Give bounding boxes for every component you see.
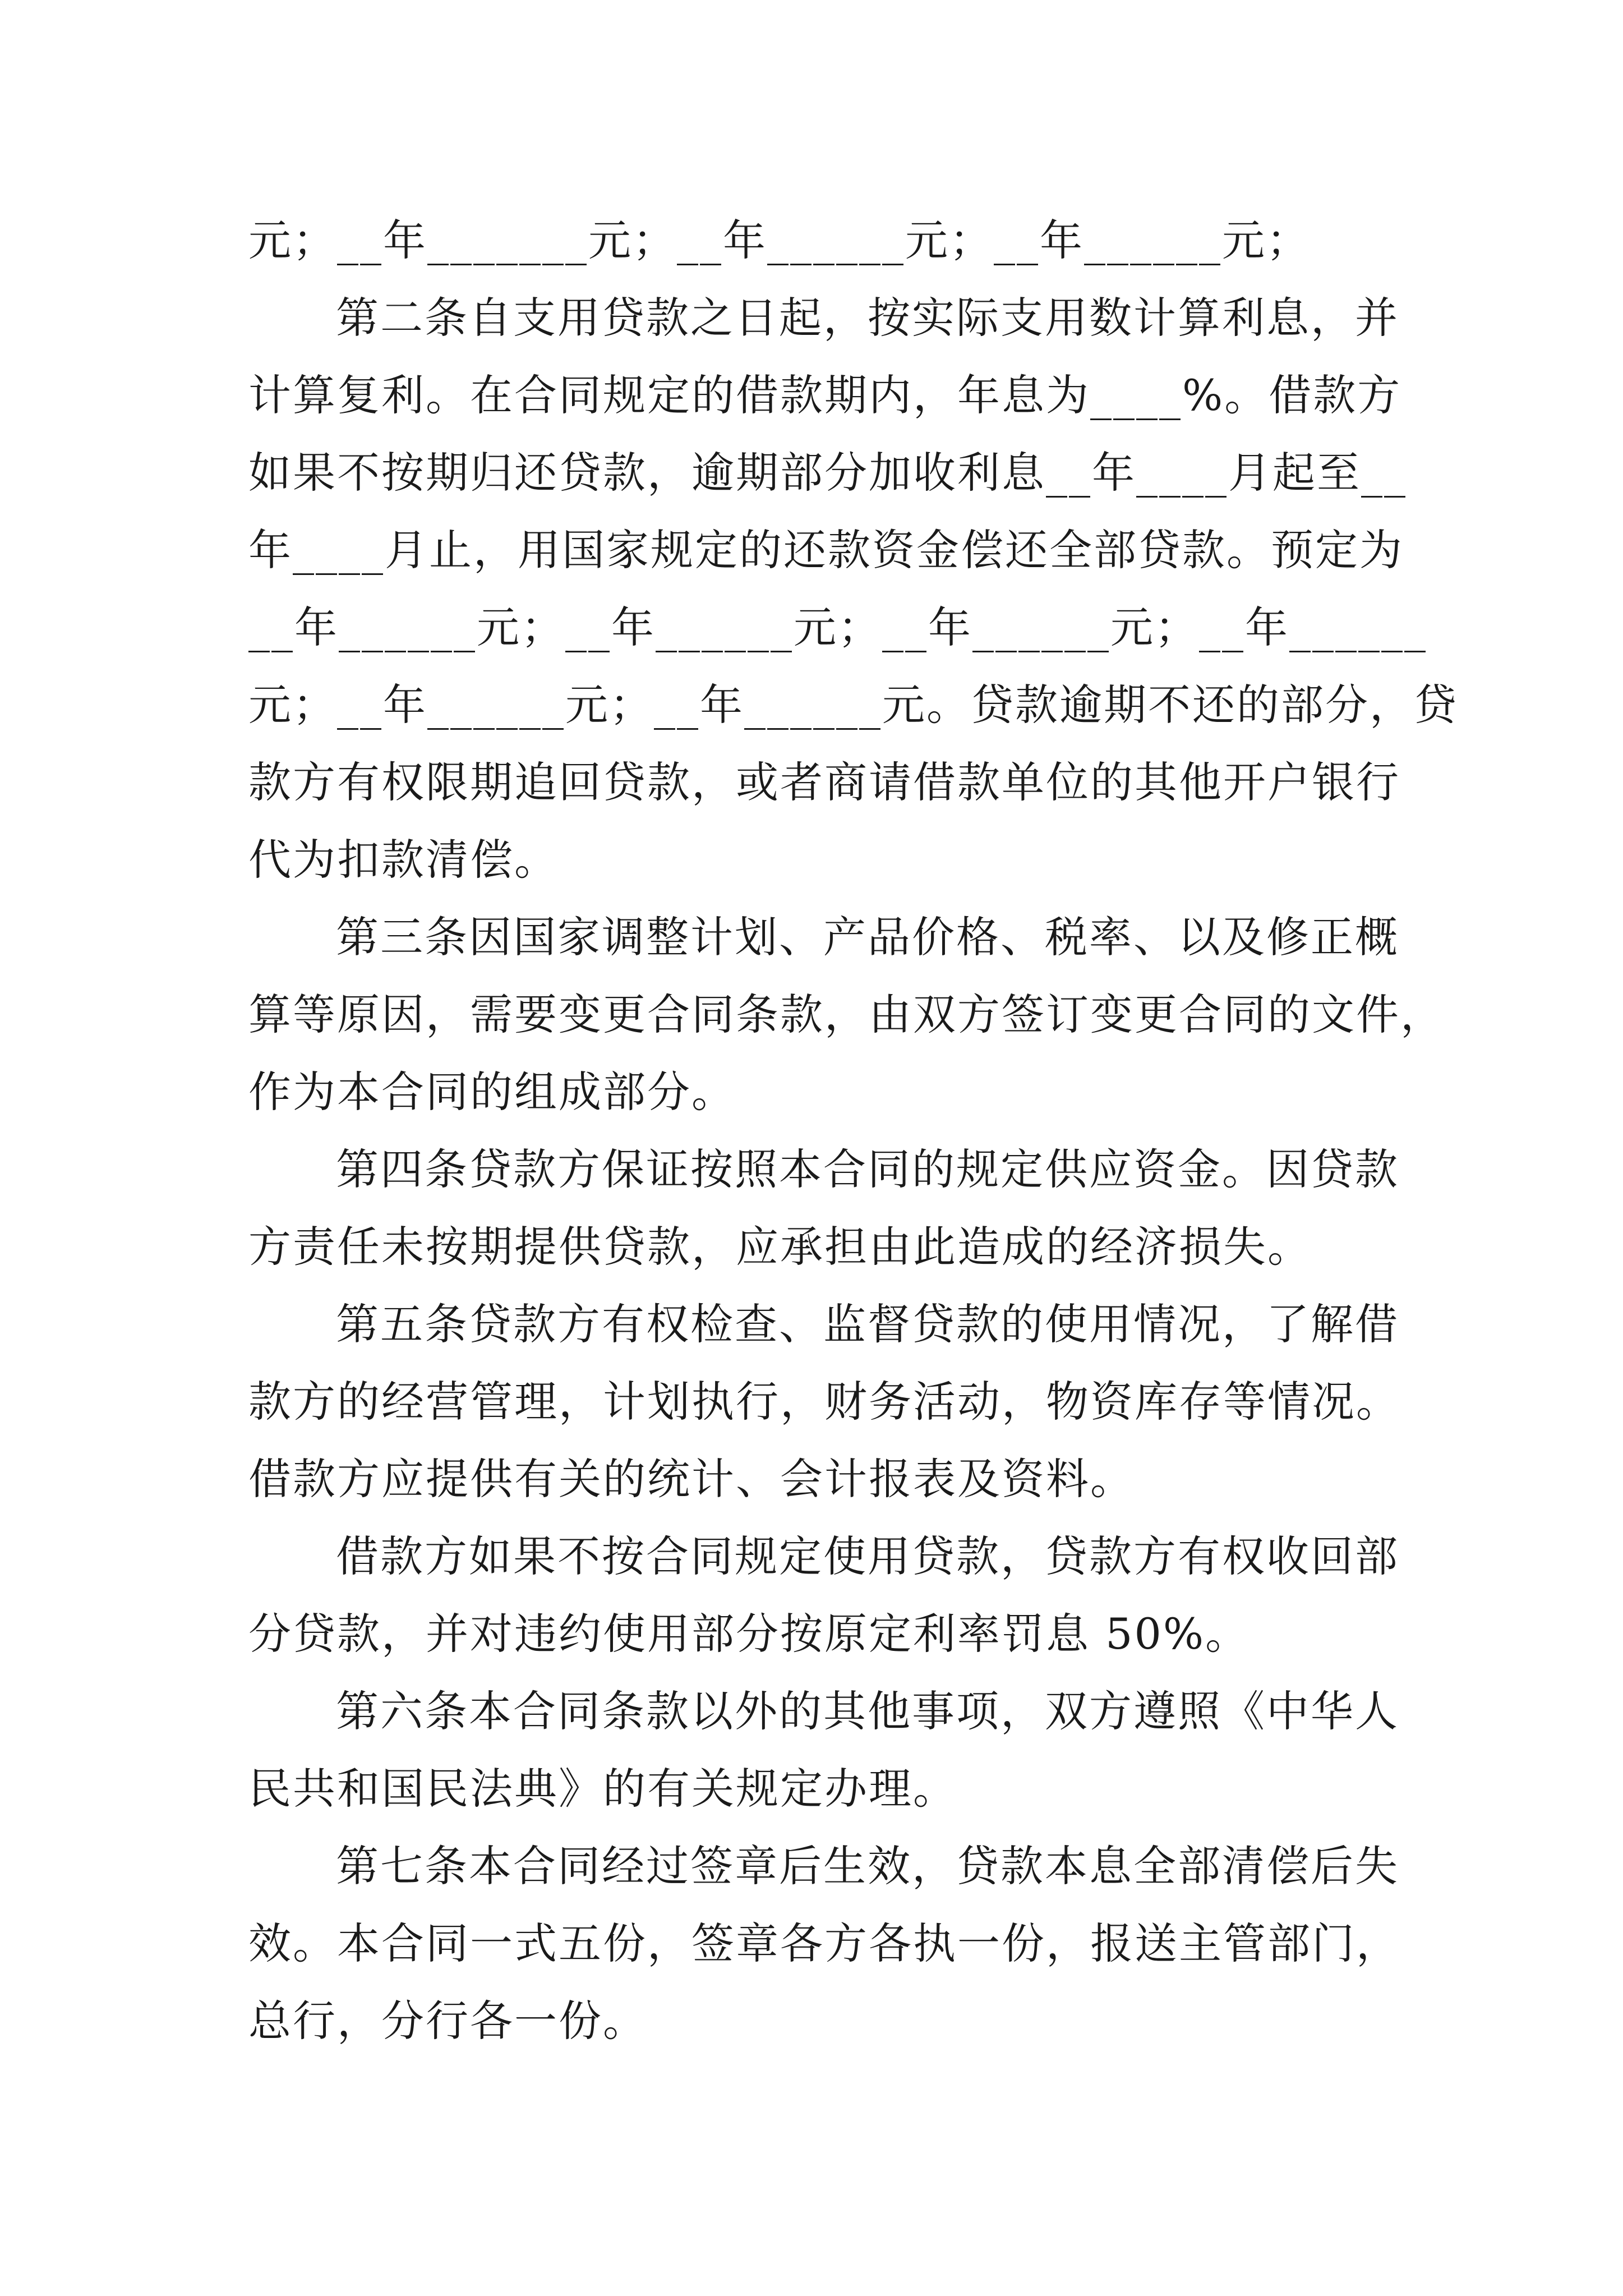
text-line: 第四条贷款方保证按照本合同的规定供应资金。因贷款 [336,1144,1399,1194]
contract-body-text [248,202,1458,2060]
text-line: 借款方应提供有关的统计、会计报表及资料。 [248,1454,1135,1504]
text-line: 总行，分行各一份。 [248,1996,647,2046]
text-line: 第三条因国家调整计划、产品价格、税率、以及修正概 [336,912,1399,962]
text-line: 元；__年_______元；__年______元；__年______元； [248,215,1311,265]
text-line: 款方有权限期追回贷款，或者商请借款单位的其他开户银行 [248,757,1400,807]
text-line: 第二条自支用贷款之日起，按实际支用数计算利息，并 [336,293,1399,343]
text-line: 元；__年______元；__年______元。贷款逾期不还的部分，贷 [248,680,1458,730]
text-line: 算等原因，需要变更合同条款，由双方签订变更合同的文件， [248,990,1445,1039]
text-line: 效。本合同一式五份，签章各方各执一份，报送主管部门， [248,1918,1400,1968]
text-line: 借款方如果不按合同规定使用贷款，贷款方有权收回部 [336,1531,1399,1581]
text-line: 第五条贷款方有权检查、监督贷款的使用情况，了解借 [336,1299,1399,1349]
text-line: 方责任未按期提供贷款，应承担由此造成的经济损失。 [248,1222,1312,1272]
text-line: __年______元；__年______元；__年______元；__年______ [248,602,1427,652]
text-line: 计算复利。在合同规定的借款期内，年息为____%。借款方 [248,370,1402,420]
text-line: 年____月止，用国家规定的还款资金偿还全部贷款。预定为 [248,525,1404,575]
text-line: 代为扣款清偿。 [248,835,559,885]
text-line: 分贷款，并对违约使用部分按原定利率罚息 50%。 [248,1609,1250,1659]
text-line: 第六条本合同条款以外的其他事项，双方遵照《中华人 [336,1686,1399,1736]
text-line: 作为本合同的组成部分。 [248,1067,736,1117]
text-line: 第七条本合同经过签章后生效，贷款本息全部清偿后失 [336,1841,1399,1891]
text-line: 民共和国民法典》的有关规定办理。 [248,1764,957,1814]
text-line: 如果不按期归还贷款，逾期部分加收利息__年____月起至__ [248,448,1407,498]
text-line: 款方的经营管理，计划执行，财务活动，物资库存等情况。 [248,1377,1400,1427]
